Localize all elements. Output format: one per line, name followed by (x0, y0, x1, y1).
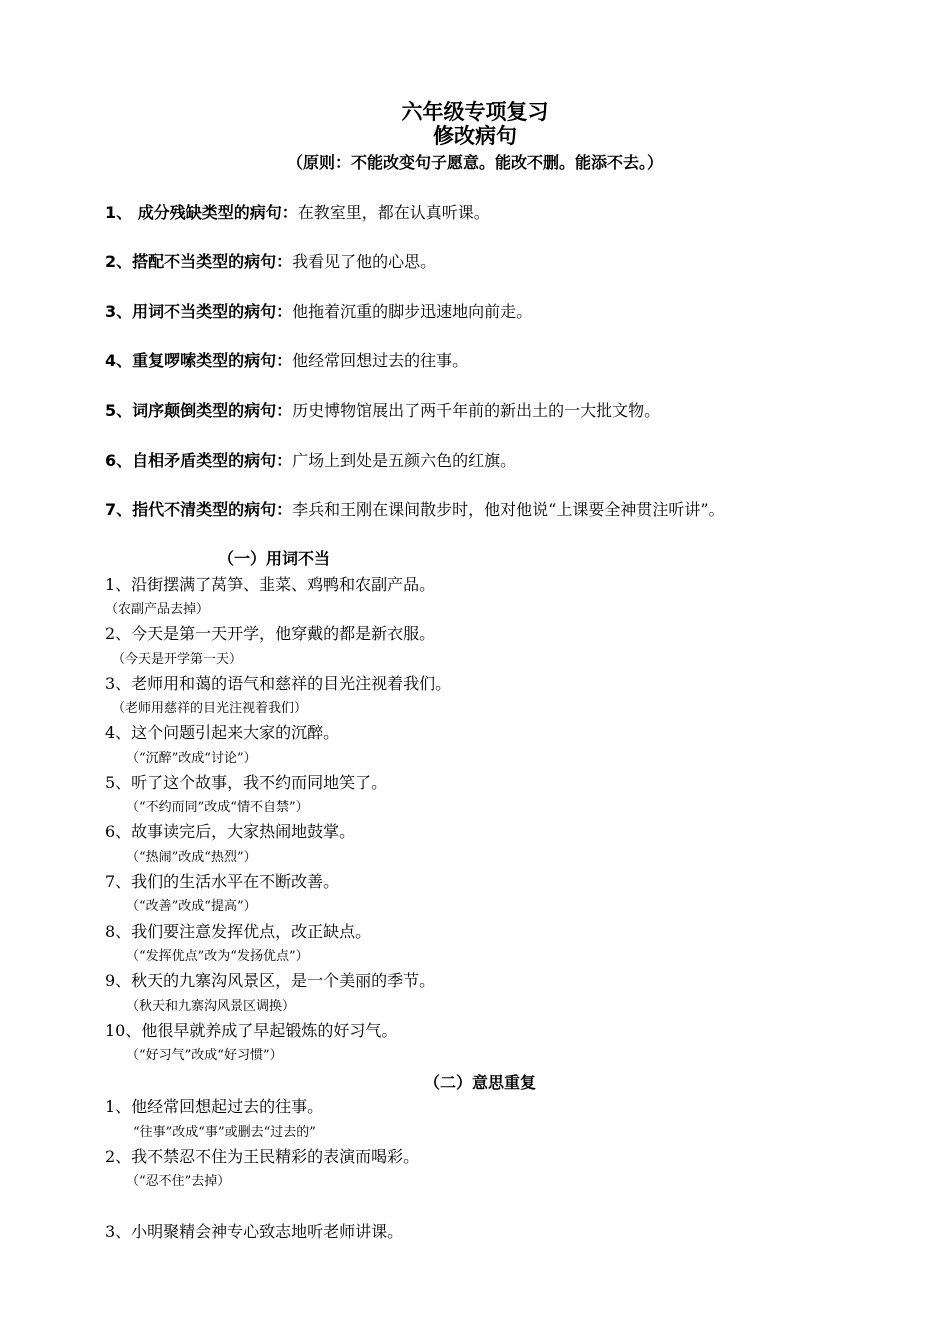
answer-note: （老师用慈祥的目光注视着我们） (112, 701, 308, 716)
type-example: 我看见了他的心思。 (292, 252, 437, 271)
type-label: 5、词序颠倒类型的病句： (105, 401, 293, 420)
type-row-7 (105, 497, 725, 520)
type-row-6 (105, 448, 516, 471)
question-item: 3、老师用和蔼的语气和慈祥的目光注视着我们。 (105, 674, 452, 693)
answer-note: （今天是开学第一天） (112, 652, 243, 667)
type-label: 4、重复啰嗦类型的病句： (105, 351, 293, 370)
answer-note: （“不约而同”改成“情不自禁”） (126, 800, 309, 815)
question-item: 9、秋天的九寨沟风景区，是一个美丽的季节。 (105, 971, 436, 990)
type-example: 他拖着沉重的脚步迅速地向前走。 (292, 302, 533, 321)
question-item: 1、沿街摆满了莴笋、韭菜、鸡鸭和农副产品。 (105, 575, 436, 594)
type-label: 2、搭配不当类型的病句： (105, 252, 293, 271)
type-row-1 (105, 200, 490, 223)
question-item: 4、这个问题引起来大家的沉醉。 (105, 723, 340, 742)
answer-note: （“热闹”改成“热烈”） (126, 850, 257, 865)
answer-note: （秋天和九寨沟风景区调换） (126, 999, 296, 1014)
answer-note: （“好习气”改成“好习惯”） (126, 1048, 283, 1063)
question-item: 2、今天是第一天开学，他穿戴的都是新衣服。 (105, 624, 436, 643)
type-label: 1、 成分残缺类型的病句： (105, 203, 298, 222)
type-example: 李兵和王刚在课间散步时，他对他说“上课要全神贯注听讲”。 (292, 500, 725, 519)
type-example: 广场上到处是五颜六色的红旗。 (292, 451, 517, 470)
answer-note: （“改善”改成“提高”） (126, 899, 257, 914)
section-heading-1: （一）用词不当 (218, 549, 331, 568)
answer-note: （农副产品去掉） (105, 602, 210, 617)
type-example: 在教室里，都在认真听课。 (297, 203, 490, 222)
question-item: 6、故事读完后，大家热闹地鼓掌。 (105, 822, 356, 841)
page-title: 六年级专项复习 (401, 99, 549, 124)
question-item: 2、我不禁忍不住为王民精彩的表演而喝彩。 (105, 1147, 420, 1166)
section-heading-2: （二）意思重复 (424, 1073, 537, 1092)
page-subtitle: 修改病句 (433, 123, 517, 148)
type-label: 7、指代不清类型的病句： (105, 500, 293, 519)
question-item: 5、听了这个故事，我不约而同地笑了。 (105, 773, 388, 792)
type-label: 3、用词不当类型的病句： (105, 302, 293, 321)
answer-note: “往事”改成“事”或删去“过去的” (133, 1125, 316, 1140)
question-item: 7、我们的生活水平在不断改善。 (105, 872, 340, 891)
type-row-5 (105, 398, 660, 421)
type-row-4 (105, 348, 468, 371)
type-example: 历史博物馆展出了两千年前的新出土的一大批文物。 (292, 401, 661, 420)
type-row-3 (105, 299, 532, 322)
question-item: 1、他经常回想起过去的往事。 (105, 1097, 324, 1116)
answer-note: （“沉醉”改成“讨论”） (126, 751, 257, 766)
answer-note: （“忍不住”去掉） (126, 1174, 231, 1189)
question-item: 8、我们要注意发挥优点，改正缺点。 (105, 922, 372, 941)
answer-note: （“发挥优点”改为“发扬优点”） (126, 949, 309, 964)
question-item: 10、他很早就养成了早起锻炼的好习气。 (105, 1021, 398, 1040)
type-row-2 (105, 249, 436, 272)
type-label: 6、自相矛盾类型的病句： (105, 451, 293, 470)
type-example: 他经常回想过去的往事。 (292, 351, 469, 370)
question-item: 3、小明聚精会神专心致志地听老师讲课。 (105, 1222, 404, 1241)
principle-note: （原则：不能改变句子愿意。能改不删。能添不去。） (286, 153, 663, 172)
